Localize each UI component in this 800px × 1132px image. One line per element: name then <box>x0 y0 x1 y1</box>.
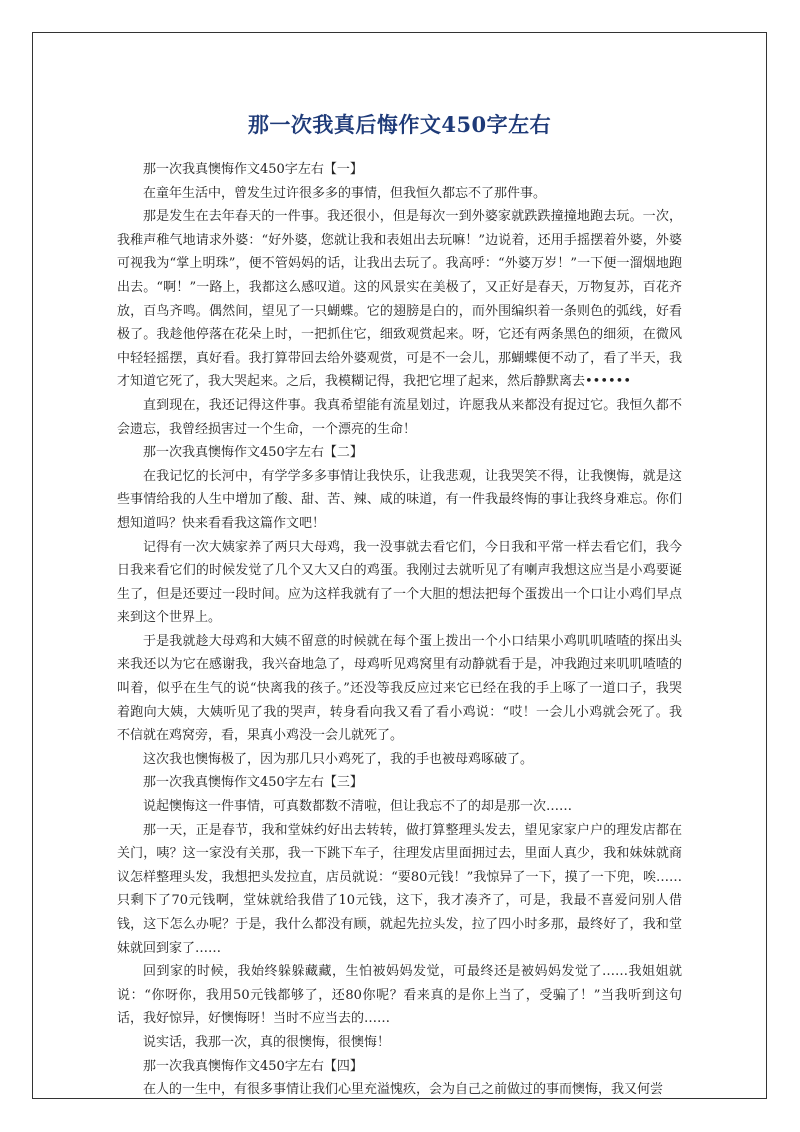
paragraph: 在人的一生中，有很多事情让我们心里充溢愧疚，会为自己之前做过的事而懊悔，我又何尝 <box>143 1082 664 1098</box>
paragraph: 记得有一次大姨家养了两只大母鸡，我一没事就去看它们，今日我和平常一样去看它们，我今日我来看它们的时候发觉了几个又大又白的鸡蛋。我刚过去就听见了有喇声我想这应当是小鸡要诞生了，但是还要过一段时间。应为这样我就有了一个大胆的想法把每个蛋拨出一个口让小鸡们早点来到这个世界上。 <box>117 539 682 626</box>
document-page <box>32 32 767 1099</box>
paragraph: 直到现在，我还记得这件事。我真希望能有流星划过，许愿我从来都没有捉过它。我恒久都不会遗忘，我曾经损害过一个生命，一个漂亮的生命！ <box>117 397 682 437</box>
paragraph: 那一次我真懊悔作文450字左右【四】 <box>143 1058 363 1074</box>
paragraph: 那一次我真懊悔作文450字左右【二】 <box>143 445 363 461</box>
paragraph: 那是发生在去年春天的一件事。我还很小，但是每次一到外婆家就跌跌撞撞地跑去玩。一次，我稚声稚气地请求外婆：“好外婆，您就让我和表姐出去玩嘛！”边说着，还用手摇摆着外婆，外婆可视我为“掌上明珠”，便不管妈妈的话，让我出去玩了。我高呼：“外婆万岁！”一下便一溜烟地跑出去。“啊！”一路上，我都这么感叹道。这的风景实在美极了，又正好是春天，万物复苏，百花齐放，百鸟齐鸣。偶然间，望见了一只蝴蝶。它的翅膀是白的，而外围编织着一条则色的弧线，好看极了。我趁他停落在花朵上时，一把抓住它，细致观赏起来。呀，它还有两条黑色的细须，在微风中轻轻摇摆，真好看。我打算带回去给外婆观赏，可是不一会儿，那蝴蝶便不动了，看了半天，我才知道它死了，我大哭起来。之后，我模糊记得，我把它埋了起来，然后静默离去•••••• <box>117 209 682 390</box>
paragraph: 说起懊悔这一件事情，可真数都数不清啦，但让我忘不了的却是那一次…… <box>143 799 573 815</box>
paragraph: 这次我也懊悔极了，因为那几只小鸡死了，我的手也被母鸡啄破了。 <box>143 751 534 767</box>
paragraph: 那一天，正是春节，我和堂妹约好出去转转，做打算整理头发去，望见家家户户的理发店都在关门，咦？这一家没有关那，我一下跳下车子，往理发店里面拥过去，里面人真少，我和妹妹就商议怎样整理头发，我想把头发拉直，店员就说：“要80元钱！”我惊异了一下，摸了一下兜，唉……只剩下了70元钱啊，堂妹就给我借了10元钱，这下，我才凑齐了，可是，我最不喜爱问别人借钱，这下怎么办呢？于是，我什么都没有顾，就起先拉头发，拉了四小时多那，最终好了，我和堂妹就回到家了…… <box>117 822 682 956</box>
paragraph: 在我记忆的长河中，有学学多多事情让我快乐，让我悲观，让我哭笑不得，让我懊悔，就是这些事情给我的人生中增加了酸、甜、苦、辣、咸的味道，有一件我最终悔的事让我终身难忘。你们想知道吗？快来看看我这篇作文吧！ <box>117 468 682 531</box>
paragraph: 那一次我真懊悔作文450字左右【一】 <box>143 162 363 177</box>
paragraph: 说实话，我那一次，真的很懊悔，很懊悔！ <box>143 1034 391 1050</box>
paragraph: 在童年生活中，曾发生过许很多多的事情，但我恒久都忘不了那件事。 <box>143 185 547 201</box>
paragraph: 回到家的时候，我始终躲躲藏藏，生怕被妈妈发觉，可最终还是被妈妈发觉了……我姐姐就说：“你呀你，我用50元钱都够了，还80你呢？看来真的是你上当了，受骗了！”当我听到这句话，我好惊异，好懊悔呀！当时不应当去的…… <box>117 964 682 1027</box>
paragraph: 那一次我真懊悔作文450字左右【三】 <box>143 775 363 791</box>
document-body <box>117 158 682 1099</box>
paragraph: 于是我就趁大母鸡和大姨不留意的时候就在每个蛋上拨出一个小口结果小鸡叽叽喳喳的探出头来我还以为它在感谢我，我兴奋地急了，母鸡听见鸡窝里有动静就看于是，冲我跑过来叽叽喳喳的叫着，似乎在生气的说“快离我的孩子。”还没等我反应过来它已经在我的手上啄了一道口子，我哭着跑向大姨，大姨听见了我的哭声，转身看向我又看了看小鸡说：“哎！一会儿小鸡就会死了。我不信就在鸡窝旁，看，果真小鸡没一会儿就死了。 <box>117 633 682 744</box>
document-title: 那一次我真后悔作文450字左右 <box>247 112 552 137</box>
